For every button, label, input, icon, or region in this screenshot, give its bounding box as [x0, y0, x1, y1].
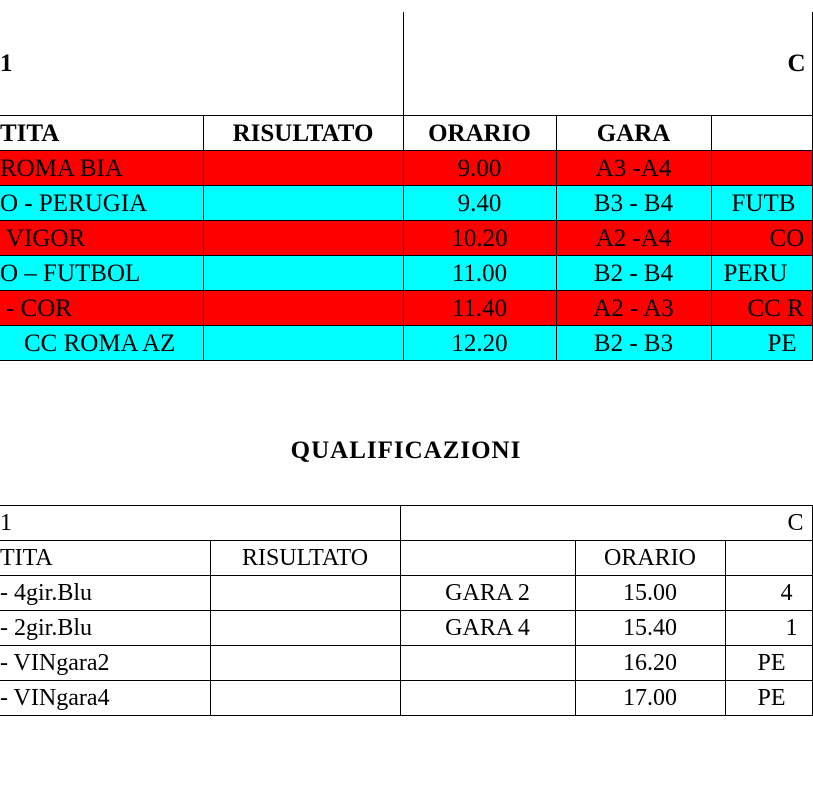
cell-extra: PE: [711, 326, 812, 361]
header-gara: [400, 541, 575, 576]
cell-orario: 11.00: [403, 256, 556, 291]
cell-risultato: [203, 256, 403, 291]
header-extra: [725, 541, 812, 576]
cell-risultato: [203, 151, 403, 186]
cell-extra: PE: [725, 681, 812, 716]
table1-header-row: [0, 116, 812, 151]
cell-gara: A2 -A4: [556, 221, 711, 256]
cell-orario: 11.40: [403, 291, 556, 326]
cell-risultato: [203, 221, 403, 256]
cell-partita: VIGOR: [0, 221, 203, 256]
cell-partita: ROMA BIA: [0, 151, 203, 186]
cell-gara: B3 - B4: [556, 186, 711, 221]
header-risultato: RISULTATO: [210, 541, 400, 576]
table-row: [0, 576, 812, 611]
cell-orario: 9.00: [403, 151, 556, 186]
table-row: [0, 186, 812, 221]
table-row: [0, 221, 812, 256]
cell-extra: 4: [725, 576, 812, 611]
header-orario: ORARIO: [403, 116, 556, 151]
table-row: [0, 681, 812, 716]
cell-partita: - COR: [0, 291, 203, 326]
cell-gara: GARA 2: [400, 576, 575, 611]
schedule-table-1: [0, 12, 813, 361]
header-extra: [711, 116, 812, 151]
cell-extra: CC R: [711, 291, 812, 326]
cell-gara: [400, 646, 575, 681]
cell-orario: 10.20: [403, 221, 556, 256]
cell-risultato: [210, 681, 400, 716]
header-orario: ORARIO: [575, 541, 725, 576]
cell-partita: O – FUTBOL: [0, 256, 203, 291]
cell-gara: [400, 681, 575, 716]
cell-extra: PERU: [711, 256, 812, 291]
header-risultato: RISULTATO: [203, 116, 403, 151]
cell-risultato: [210, 611, 400, 646]
header-partita: TITA: [0, 116, 203, 151]
cell-gara: A3 -A4: [556, 151, 711, 186]
cell-orario: 15.00: [575, 576, 725, 611]
cell-extra: [711, 151, 812, 186]
cell-extra: CO: [711, 221, 812, 256]
schedule-table-2: [0, 505, 813, 716]
cell-gara: B2 - B4: [556, 256, 711, 291]
header-partita: TITA: [0, 541, 210, 576]
cell-partita: CC ROMA AZ: [0, 326, 203, 361]
table-row: [0, 646, 812, 681]
cell-extra: PE: [725, 646, 812, 681]
table2-header-row: [0, 541, 812, 576]
cell-gara: B2 - B3: [556, 326, 711, 361]
cell-risultato: [203, 186, 403, 221]
cell-risultato: [210, 576, 400, 611]
header-gara: GARA: [556, 116, 711, 151]
table1-title-row: [0, 12, 812, 116]
cell-orario: 16.20: [575, 646, 725, 681]
table2-title-right: C: [400, 506, 812, 541]
section-title-qualificazioni: QUALIFICAZIONI: [290, 437, 522, 464]
cell-gara: GARA 4: [400, 611, 575, 646]
cell-partita: - VINgara4: [0, 681, 210, 716]
cell-risultato: [210, 646, 400, 681]
cell-orario: 9.40: [403, 186, 556, 221]
table-row: [0, 256, 812, 291]
table1-title-right: C: [403, 12, 812, 116]
table1-title-left: 1: [0, 12, 403, 116]
cell-partita: - 2gir.Blu: [0, 611, 210, 646]
cell-gara: A2 - A3: [556, 291, 711, 326]
cell-extra: 1: [725, 611, 812, 646]
cell-orario: 17.00: [575, 681, 725, 716]
table-row: [0, 291, 812, 326]
cell-orario: 12.20: [403, 326, 556, 361]
table-row: [0, 151, 812, 186]
cell-extra: FUTB: [711, 186, 812, 221]
cell-risultato: [203, 326, 403, 361]
cell-partita: - 4gir.Blu: [0, 576, 210, 611]
table2-title-left: 1: [0, 506, 400, 541]
cell-partita: O - PERUGIA: [0, 186, 203, 221]
table2-title-row: [0, 506, 812, 541]
cell-partita: - VINgara2: [0, 646, 210, 681]
cell-risultato: [203, 291, 403, 326]
table-row: [0, 326, 812, 361]
cell-orario: 15.40: [575, 611, 725, 646]
table-row: [0, 611, 812, 646]
